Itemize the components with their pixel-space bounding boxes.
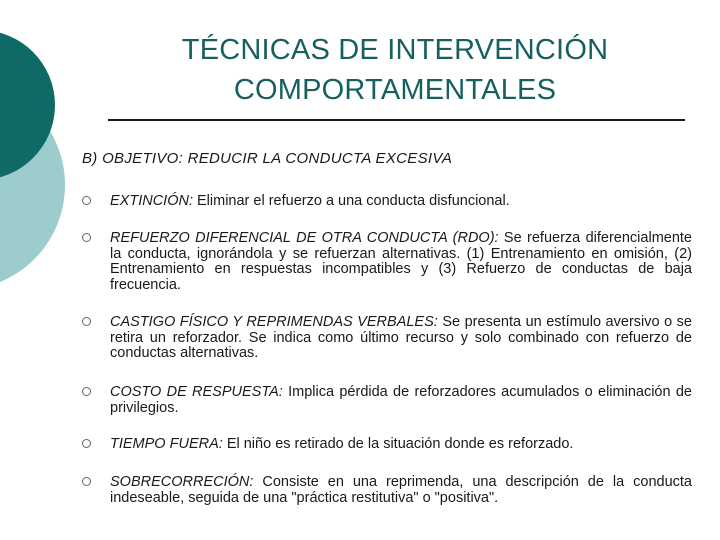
bullet-icon xyxy=(82,387,91,396)
section-subheading: B) OBJETIVO: REDUCIR LA CONDUCTA EXCESIVA xyxy=(82,150,453,167)
item-description: Se presenta un estímulo aversivo o se retira un reforzador. Se indica como último recurso y solo combinado con refuerzo de conductas alternativas. xyxy=(110,314,692,361)
list-item xyxy=(82,475,692,506)
item-description: Se refuerza diferencialmente la conducta, ignorándola y se refuerzan alternativas. (1) Entrenamiento en omisión, (2) Entrenamiento en respuestas incompatibles y (3) Refuerzo de conductas de baja frecuencia. xyxy=(110,230,692,293)
list-item xyxy=(82,194,692,210)
list-item xyxy=(82,315,692,362)
page-title: TÉCNICAS DE INTERVENCIÓN COMPORTAMENTALES xyxy=(181,34,609,106)
item-term: REFUERZO DIFERENCIAL DE OTRA CONDUCTA (RDO): xyxy=(110,230,499,246)
list-item xyxy=(82,231,692,293)
list-item xyxy=(82,385,692,416)
bullet-icon xyxy=(82,196,91,205)
item-term: COSTO DE RESPUESTA: xyxy=(110,384,283,400)
item-term: SOBRECORRECIÓN: xyxy=(110,474,254,490)
bullet-icon xyxy=(82,439,91,448)
bullet-icon xyxy=(82,317,91,326)
item-description: Consiste en una reprimenda, una descripción de la conducta indeseable, seguida de una "práctica restitutiva" o "positiva". xyxy=(110,474,692,506)
bullet-icon xyxy=(82,477,91,486)
item-description: Eliminar el refuerzo a una conducta disfuncional. xyxy=(192,193,510,209)
item-term: EXTINCIÓN: xyxy=(110,193,193,209)
item-term: TIEMPO FUERA: xyxy=(110,436,223,452)
title-divider xyxy=(108,119,685,121)
item-term: CASTIGO FÍSICO Y REPRIMENDAS VERBALES: xyxy=(110,314,438,330)
bullet-icon xyxy=(82,233,91,242)
item-description: El niño es retirado de la situación donde es reforzado. xyxy=(222,436,574,452)
list-item xyxy=(82,437,692,453)
item-description: Implica pérdida de reforzadores acumulados o eliminación de privilegios. xyxy=(110,384,692,416)
